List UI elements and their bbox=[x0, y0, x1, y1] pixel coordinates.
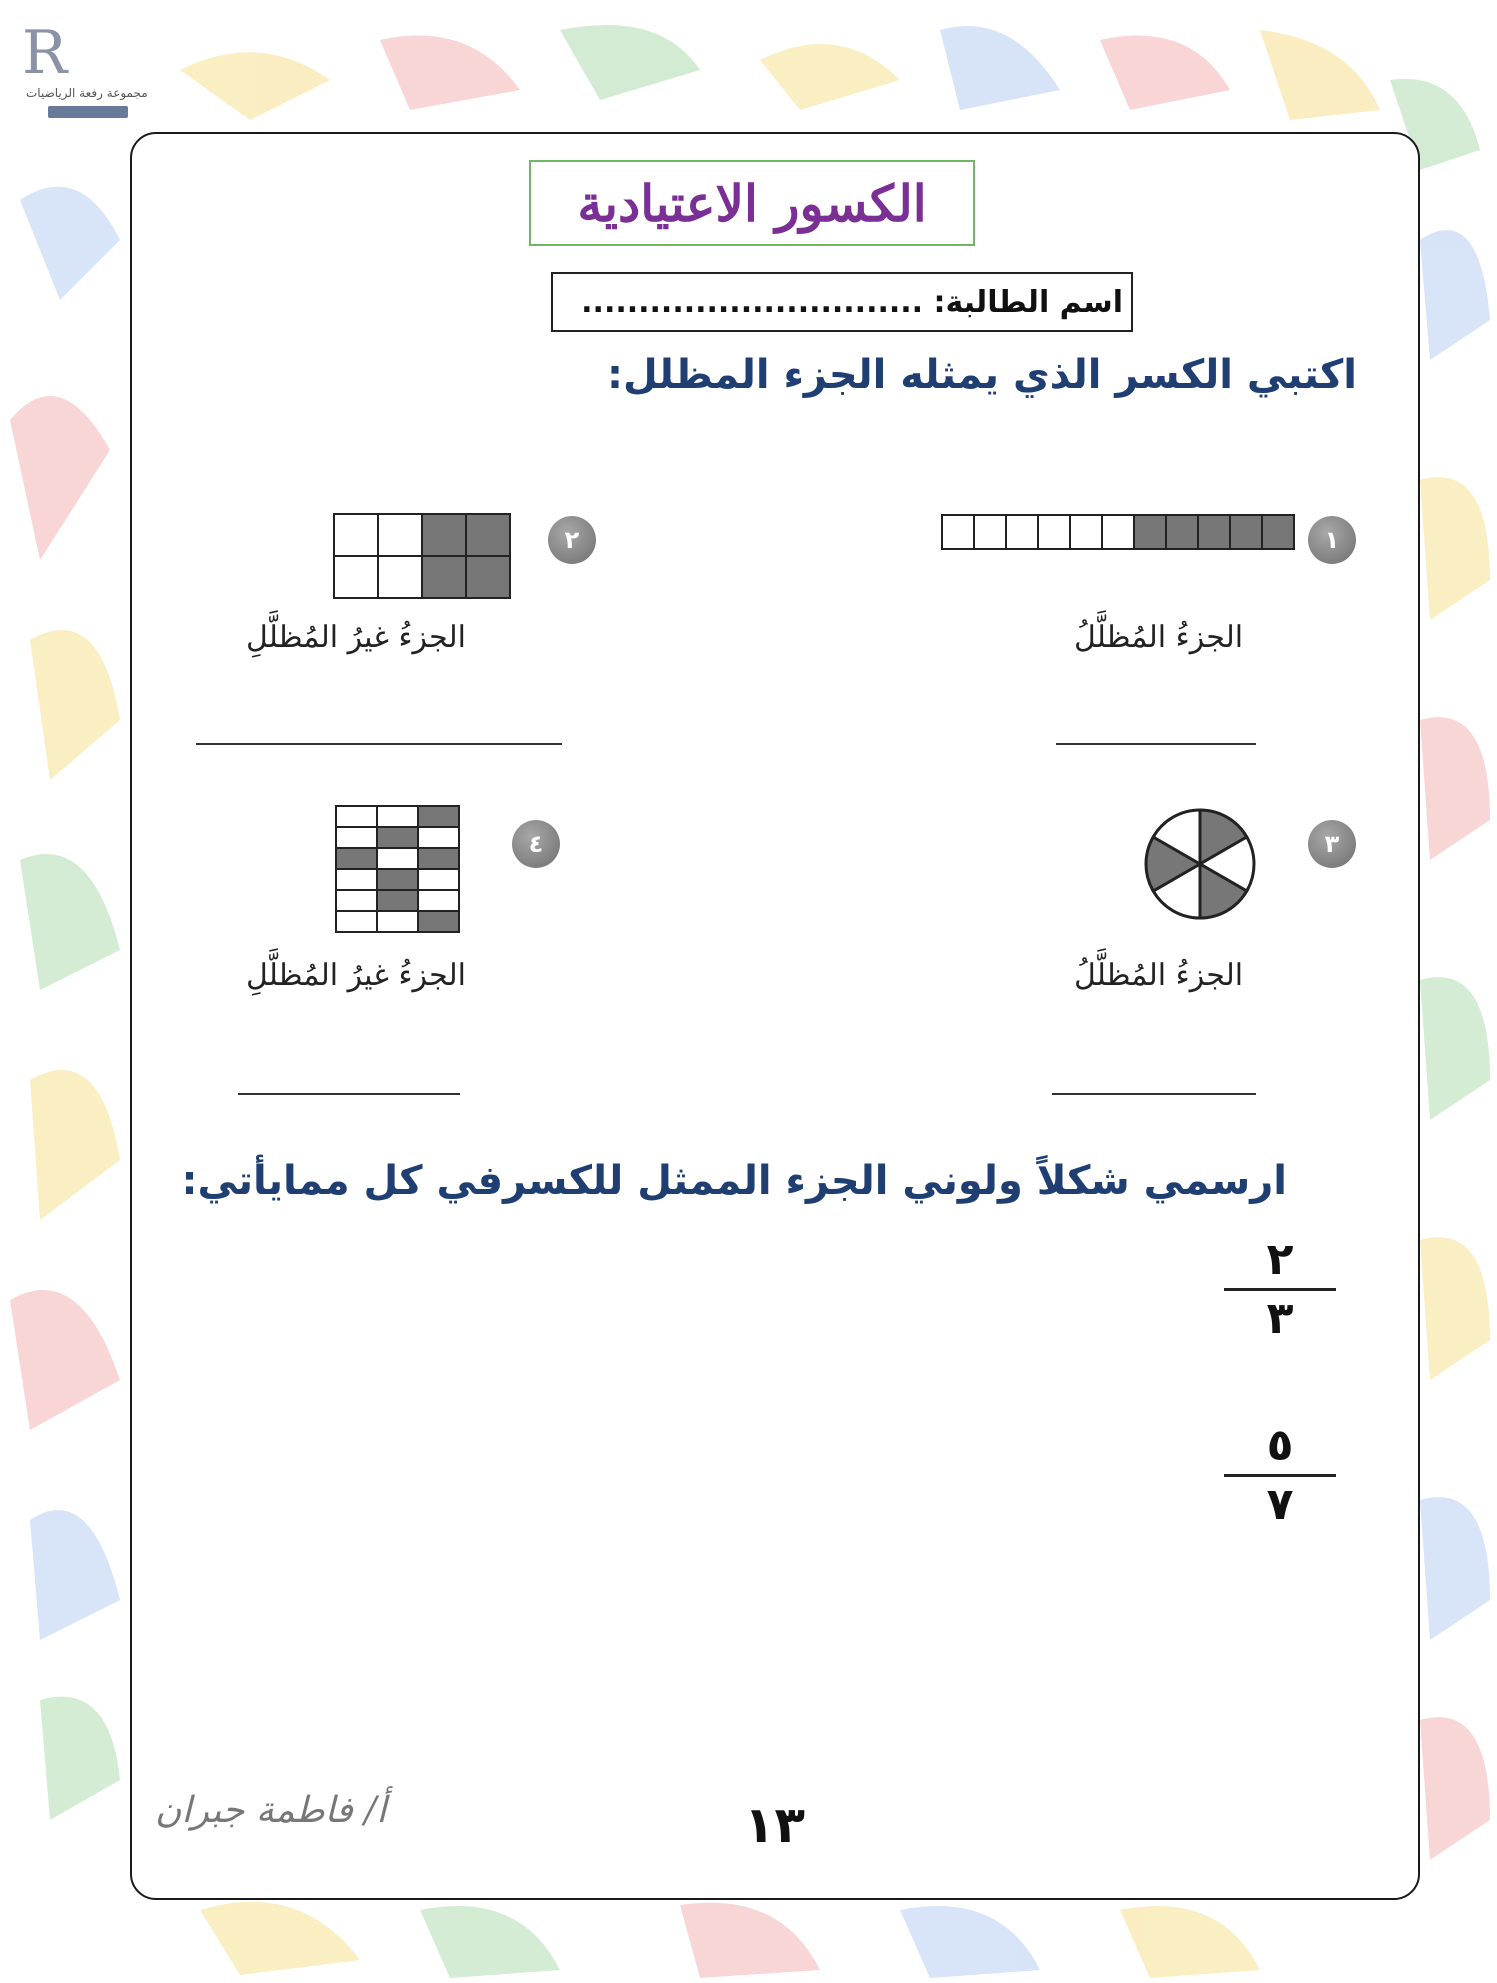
strip-cell bbox=[1262, 515, 1294, 549]
fraction-2-denominator: ٧ bbox=[1266, 1479, 1294, 1530]
grid4-cell bbox=[418, 890, 459, 911]
strip-cell bbox=[942, 515, 974, 549]
strip-cell bbox=[1006, 515, 1038, 549]
item-4-label: الجزءُ غيرُ المُظلَّلِ bbox=[246, 958, 466, 993]
grid2-cell bbox=[334, 514, 378, 556]
logo-letter: R bbox=[22, 18, 68, 88]
grid2-cell bbox=[334, 556, 378, 598]
fraction-2-numerator: ٥ bbox=[1266, 1420, 1294, 1471]
item-2-number: ٢ bbox=[548, 516, 596, 564]
grid4-cell bbox=[377, 869, 418, 890]
grid4-cell bbox=[377, 911, 418, 932]
item-3-circle bbox=[1142, 806, 1258, 922]
item-1-strip bbox=[940, 513, 1296, 553]
fraction-1 bbox=[1224, 1234, 1336, 1345]
grid4-cell bbox=[418, 911, 459, 932]
fraction-2 bbox=[1224, 1420, 1336, 1531]
grid4-cell bbox=[377, 806, 418, 827]
logo bbox=[22, 18, 148, 122]
fraction-2-bar bbox=[1224, 1474, 1336, 1477]
item-4-number: ٤ bbox=[512, 820, 560, 868]
grid2-cell bbox=[422, 514, 466, 556]
item-4-answer-line[interactable] bbox=[238, 1093, 460, 1095]
strip-cell bbox=[1102, 515, 1134, 549]
item-2-answer-line[interactable] bbox=[196, 743, 562, 745]
student-name-box[interactable] bbox=[551, 272, 1133, 332]
fraction-1-denominator: ٣ bbox=[1266, 1293, 1294, 1344]
strip-cell bbox=[1198, 515, 1230, 549]
page-title: الكسور الاعتيادية bbox=[577, 173, 927, 233]
grid2-cell bbox=[466, 514, 510, 556]
grid4-cell bbox=[377, 890, 418, 911]
grid4-cell bbox=[336, 827, 377, 848]
page-number: ١٣ bbox=[744, 1796, 806, 1854]
item-3-number: ٣ bbox=[1308, 820, 1356, 868]
grid4-cell bbox=[377, 848, 418, 869]
logo-text: مجموعة رفعة الرياضيات bbox=[26, 86, 148, 100]
item-1-label: الجزءُ المُظلَّلُ bbox=[1074, 620, 1244, 655]
strip-cell bbox=[1230, 515, 1262, 549]
strip-cell bbox=[974, 515, 1006, 549]
item-1-number: ١ bbox=[1308, 516, 1356, 564]
item-3-label: الجزءُ المُظلَّلُ bbox=[1074, 958, 1244, 993]
title-box bbox=[529, 160, 975, 246]
item-3-answer-line[interactable] bbox=[1052, 1093, 1256, 1095]
grid4-cell bbox=[418, 827, 459, 848]
fraction-1-bar bbox=[1224, 1288, 1336, 1291]
grid4-cell bbox=[336, 806, 377, 827]
grid4-cell bbox=[418, 848, 459, 869]
item-4-grid bbox=[334, 804, 462, 938]
grid2-cell bbox=[466, 556, 510, 598]
grid2-cell bbox=[422, 556, 466, 598]
strip-cell bbox=[1038, 515, 1070, 549]
question-1-text: اكتبي الكسر الذي يمثله الجزء المظلل: bbox=[607, 352, 1357, 398]
item-1-answer-line[interactable] bbox=[1056, 743, 1256, 745]
grid4-cell bbox=[336, 869, 377, 890]
grid4-cell bbox=[336, 848, 377, 869]
grid4-cell bbox=[336, 890, 377, 911]
item-2-grid bbox=[332, 512, 514, 600]
strip-cell bbox=[1166, 515, 1198, 549]
fraction-1-numerator: ٢ bbox=[1266, 1234, 1294, 1285]
grid2-cell bbox=[378, 514, 422, 556]
grid2-cell bbox=[378, 556, 422, 598]
student-name-label: اسم الطالبة: .............................. bbox=[581, 284, 1123, 320]
item-2-label: الجزءُ غيرُ المُظلَّلِ bbox=[246, 620, 466, 655]
grid4-cell bbox=[336, 911, 377, 932]
question-2-text: ارسمي شكلاً ولوني الجزء الممثل للكسرفي كل ممايأتي: bbox=[181, 1158, 1287, 1204]
author-signature: أ/ فاطمة جبران bbox=[155, 1790, 387, 1831]
grid4-cell bbox=[377, 827, 418, 848]
logo-band bbox=[48, 106, 128, 118]
grid4-cell bbox=[418, 806, 459, 827]
grid4-cell bbox=[418, 869, 459, 890]
strip-cell bbox=[1070, 515, 1102, 549]
strip-cell bbox=[1134, 515, 1166, 549]
